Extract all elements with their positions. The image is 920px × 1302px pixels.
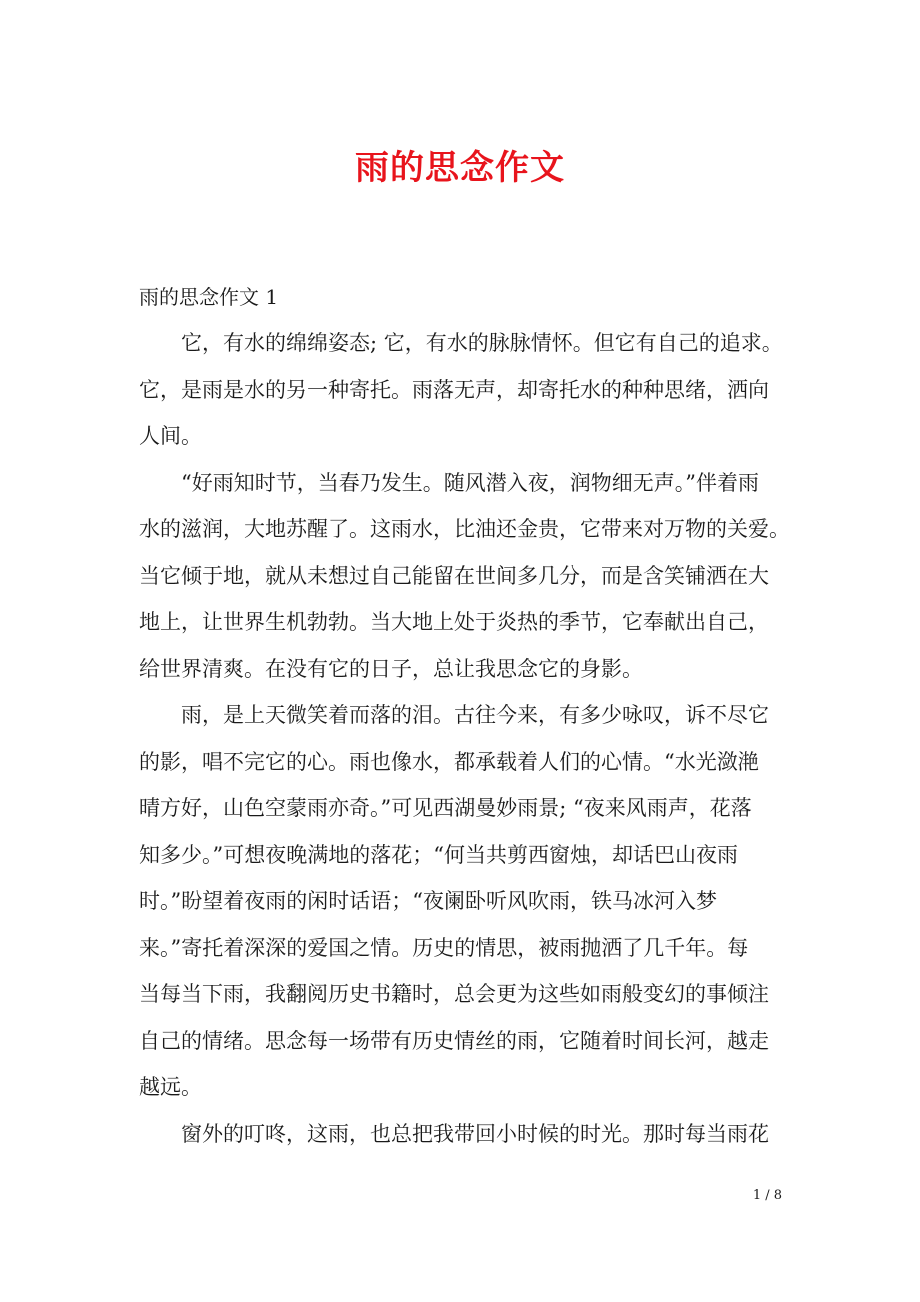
text-line: 晴方好，山色空蒙雨亦奇。”可见西湖曼妙雨景; “夜来风雨声，花落 — [139, 796, 752, 820]
text-line: 窗外的叮咚，这雨，也总把我带回小时候的时光。那时每当雨花 — [181, 1121, 769, 1146]
text-line: 当它倾于地，就从未想过自己能留在世间多几分，而是含笑铺洒在大 — [139, 563, 769, 588]
text-line: 地上，让世界生机勃勃。当大地上处于炎热的季节，它奉献出自己， — [139, 610, 769, 634]
text-line: 雨，是上天微笑着而落的泪。古往今来，有多少咏叹，诉不尽它 — [181, 703, 769, 727]
page-number: 1 / 8 — [752, 1188, 782, 1203]
text-line: 的影，唱不完它的心。雨也像水，都承载着人们的心情。“水光潋滟 — [139, 749, 759, 774]
text-line: 人间。 — [139, 424, 202, 448]
document-title: 雨的思念作文 — [355, 148, 565, 188]
text-line: 它，是雨是水的另一种寄托。雨落无声，却寄托水的种种思绪，洒向 — [139, 377, 769, 402]
text-line: 自己的情绪。思念每一场带有历史情丝的雨，它随着时间长河，越走 — [139, 1028, 769, 1053]
text-line: 越远。 — [139, 1075, 202, 1099]
text-line: 来。”寄托着深深的爱国之情。历史的情思，被雨抛洒了几千年。每 — [139, 935, 749, 960]
text-line: 水的滋润，大地苏醒了。这雨水，比油还金贵，它带来对万物的关爱。 — [139, 517, 790, 541]
text-line: “好雨知时节，当春乃发生。随风潜入夜，润物细无声。”伴着雨 — [181, 470, 759, 495]
text-line: 当每当下雨，我翻阅历史书籍时，总会更为这些如雨般变幻的事倾注 — [139, 982, 769, 1006]
text-line: 给世界清爽。在没有它的日子，总让我思念它的身影。 — [139, 656, 643, 681]
text-line: 知多少。”可想夜晚满地的落花；“何当共剪西窗烛，却话巴山夜雨 — [139, 842, 738, 867]
body-text — [139, 320, 790, 1157]
text-line: 时。”盼望着夜雨的闲时话语；“夜阑卧听风吹雨，铁马冰河入梦 — [139, 889, 717, 913]
text-line: 它，有水的绵绵姿态; 它，有水的脉脉情怀。但它有自己的追求。 — [181, 331, 783, 355]
section-subtitle: 雨的思念作文 1 — [139, 285, 279, 309]
